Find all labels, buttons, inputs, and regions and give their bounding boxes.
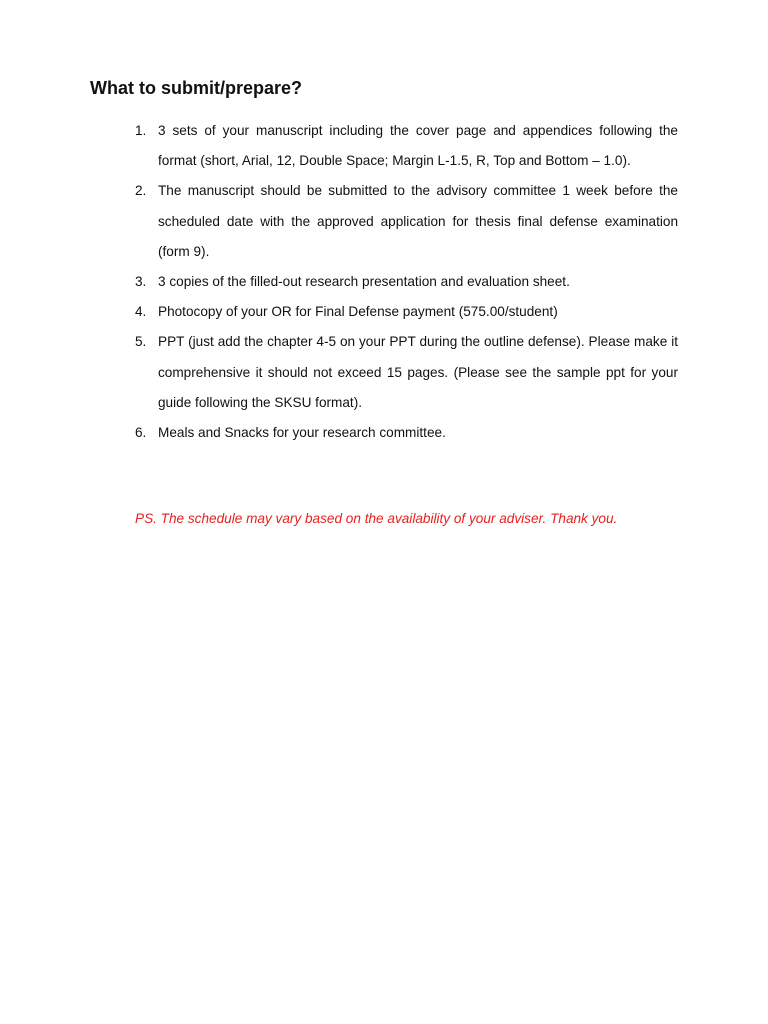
list-item-text: Meals and Snacks for your research committee. (158, 425, 446, 441)
list-item-number: 2. (135, 183, 147, 199)
list-item-number: 1. (135, 123, 147, 138)
list-item (135, 297, 678, 327)
page-title: What to submit/prepare? (90, 78, 303, 98)
list-item (135, 116, 678, 176)
list-item-text: 3 sets of your manuscript including the cover page and appendices following the format (short, Arial, 12, Double Space; Margin L-1.5, R, Top and Bottom – 1.0). (158, 123, 678, 169)
list-item-number: 6. (135, 425, 147, 441)
list-item (135, 267, 678, 297)
submission-list (135, 116, 678, 448)
list-item-number: 5. (135, 334, 147, 350)
list-item-text: Photocopy of your OR for Final Defense payment (575.00/student) (158, 304, 558, 320)
list-item (135, 418, 678, 448)
list-item-text: PPT (just add the chapter 4-5 on your PPT during the outline defense). Please make it comprehensive it should not exceed 15 pages. (Please see the sample ppt for your guide following the SKSU format). (158, 334, 678, 410)
list-item-text: The manuscript should be submitted to the advisory committee 1 week before the scheduled date with the approved application for thesis final defense examination (form 9). (158, 183, 678, 259)
list-item (135, 327, 678, 418)
list-item-number: 3. (135, 274, 147, 290)
list-item-number: 4. (135, 304, 147, 320)
list-item-text: 3 copies of the filled-out research presentation and evaluation sheet. (158, 274, 570, 290)
schedule-note: PS. The schedule may vary based on the availability of your adviser. Thank you. (135, 511, 618, 526)
list-item (135, 176, 678, 267)
